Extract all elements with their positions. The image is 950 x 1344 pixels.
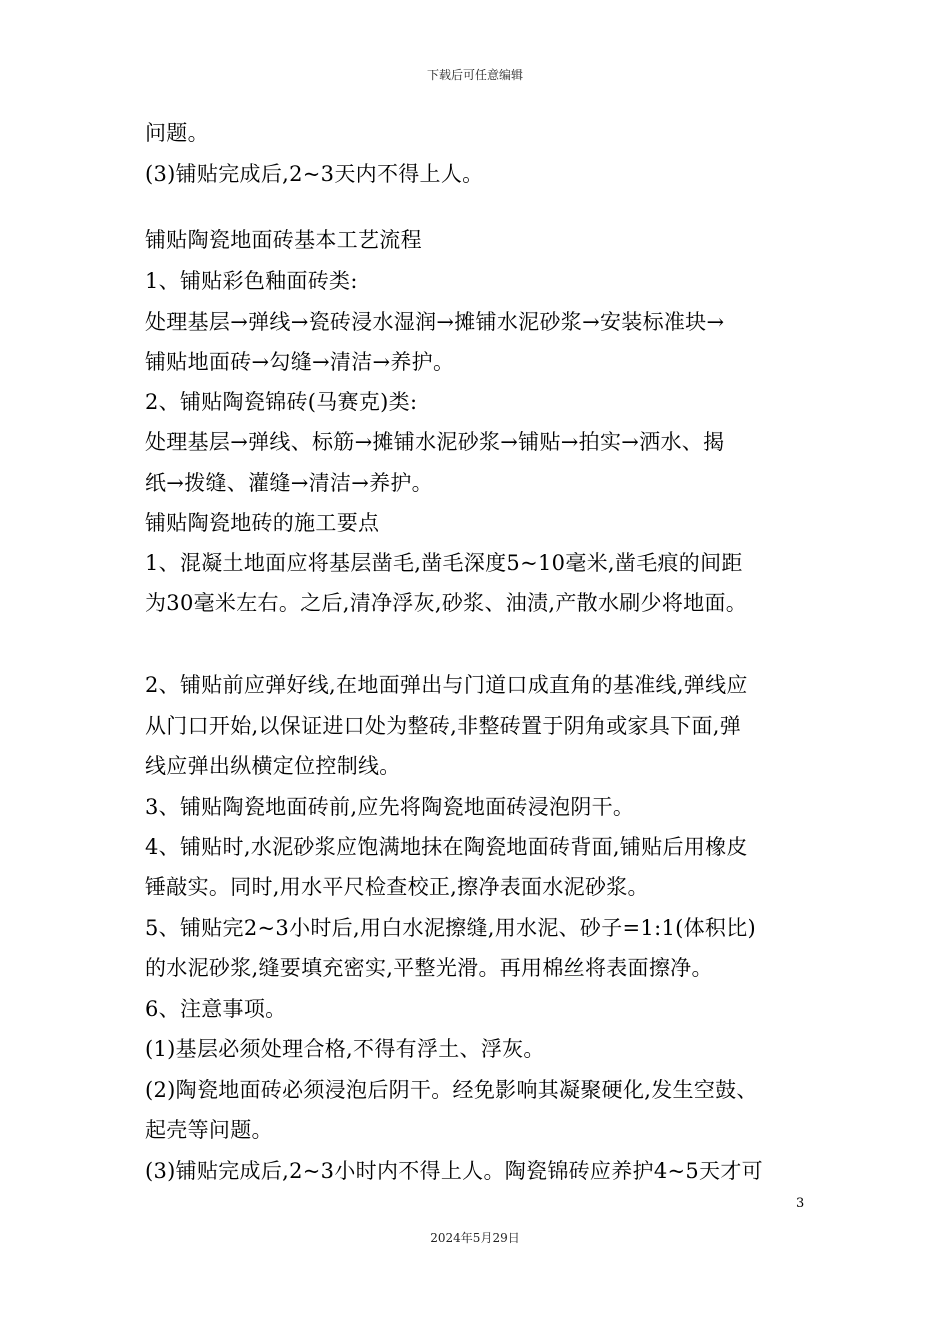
text-line: 1、混凝土地面应将基层凿毛,凿毛深度5~10毫米,凿毛痕的间距 [145, 551, 743, 575]
text-line: (3)铺贴完成后,2~3天内不得上人。 [145, 162, 484, 186]
header-note: 下载后可任意编辑 [426, 68, 523, 82]
text-line: 处理基层→弹线→瓷砖浸水湿润→摊铺水泥砂浆→安装标准块→ [145, 310, 725, 334]
text-line: 锤敲实。同时,用水平尺检查校正,擦净表面水泥砂浆。 [145, 875, 649, 899]
text-line: 5、铺贴完2~3小时后,用白水泥擦缝,用水泥、砂子=1:1(体积比) [145, 916, 757, 940]
text-line: 从门口开始,以保证进口处为整砖,非整砖置于阴角或家具下面,弹 [145, 714, 742, 738]
footer-date: 2024年5月29日 [430, 1231, 520, 1245]
text-line: 1、铺贴彩色釉面砖类: [145, 269, 358, 293]
text-line: (3)铺贴完成后,2~3小时内不得上人。陶瓷锦砖应养护4~5天才可 [145, 1159, 763, 1183]
text-line: 纸→拨缝、灌缝→清洁→养护。 [145, 471, 433, 495]
text-line: (1)基层必须处理合格,不得有浮土、浮灰。 [145, 1037, 545, 1061]
text-line: 2、铺贴陶瓷锦砖(马赛克)类: [145, 390, 418, 414]
section-heading: 铺贴陶瓷地面砖基本工艺流程 [145, 228, 422, 252]
text-line: 线应弹出纵横定位控制线。 [145, 754, 401, 778]
text-line: 问题。 [145, 121, 209, 145]
text-line: 2、铺贴前应弹好线,在地面弹出与门道口成直角的基准线,弹线应 [145, 673, 748, 697]
text-line: 6、注意事项。 [145, 997, 287, 1021]
text-line: 处理基层→弹线、标筋→摊铺水泥砂浆→铺贴→拍实→洒水、揭 [145, 430, 725, 454]
text-line: 4、铺贴时,水泥砂浆应饱满地抹在陶瓷地面砖背面,铺贴后用橡皮 [145, 835, 748, 859]
text-line: 3、铺贴陶瓷地面砖前,应先将陶瓷地面砖浸泡阴干。 [145, 795, 635, 819]
text-line: (2)陶瓷地面砖必须浸泡后阴干。经免影响其凝聚硬化,发生空鼓、 [145, 1078, 758, 1102]
text-line: 为30毫米左右。之后,清净浮灰,砂浆、油渍,产散水刷少将地面。 [145, 591, 748, 615]
section-heading: 铺贴陶瓷地砖的施工要点 [145, 511, 380, 535]
page-number: 3 [796, 1196, 805, 1211]
text-line: 铺贴地面砖→勾缝→清洁→养护。 [145, 350, 455, 374]
text-line: 的水泥砂浆,缝要填充密实,平整光滑。再用棉丝将表面擦净。 [145, 956, 713, 980]
text-line: 起壳等问题。 [145, 1118, 273, 1142]
